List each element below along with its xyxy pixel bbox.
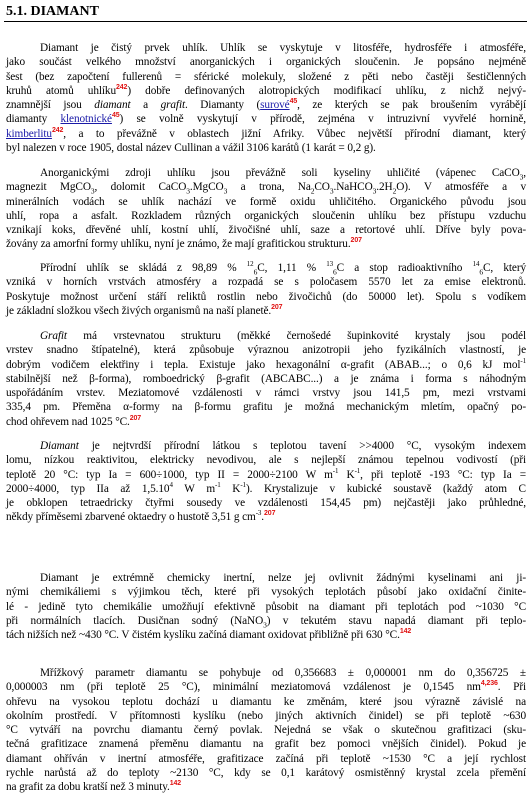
paragraph-isotopes <box>6 261 526 318</box>
text-line: magnezit MgCO$_3$, dolomit CaCO$_3$.MgCO$_3$ a trona, $Na_2CO_3.NaHCO_3.2H_2O$). V atmosféře a v <box>6 181 526 196</box>
text-line: lomu, nízkou reaktivitou, elektricky nevodivou, ale s nejlepší známou tepelnou vodivostí (při <box>6 454 526 467</box>
text-line: tečná grafitizace znamená přeměnu diamantu na grafit bez pomoci vnějších činidel). Pokud je <box>6 738 526 751</box>
citation-ref[interactable]: 207 <box>129 415 142 423</box>
citation-ref[interactable]: 45 <box>111 112 120 120</box>
paragraph-sources <box>6 166 526 252</box>
citation-ref[interactable]: 45 <box>289 98 298 106</box>
text-line: jako součást velkého množství anorganických i organických sloučenin. Je popsáno nejméně <box>6 56 526 69</box>
citation-ref[interactable]: 207 <box>350 237 362 245</box>
term-grafit: Grafit <box>40 330 67 342</box>
text-line: uhlí, ropa a asfalt. Rozkladem různých organických sloučenin uhlíku bez přístupu vzduchu <box>6 209 526 222</box>
text-line: Přírodní uhlík se skládá z 98,89 % $^{12}_6$C, 1,11 % $^{13}_6$C a stop radioaktivního $^{14}_6$C, který <box>40 260 527 277</box>
text-line: tách nižších než ~430 °C. V čistém kyslíku začíná diamant oxidovat přibližně při 630 °C.$^{142}$ <box>6 628 412 642</box>
text-line: je základní složkou všech živých organismů na naší planetě.$^{207}$ <box>6 304 283 317</box>
text-line: Anorganickými zdroji uhlíku jsou převážně soli kyseliny uhličité (vápenec CaCO$_3$, <box>40 167 526 182</box>
text-line: Grafit má vrstevnatou strukturu (měkké černošedé šupinkovité krystaly jsou podél <box>40 330 526 342</box>
text-line: teplotě 20 °C: typ Ia = 600÷1000, typ II = 2000÷2100 W $m^{-1}$ $K^{-1}$, při teplotě -193 °C: typ Ia = <box>6 466 526 481</box>
paragraph-lattice <box>6 666 526 795</box>
text-line: chod ohřevem nad 1025 °C.$^{207}$ <box>6 415 142 428</box>
paragraph-inertness <box>6 571 526 642</box>
text-line: Diamant je extrémně chemicky inertní, nelze jej ovlivnit žádnými kyselinami ani ji- <box>40 572 526 584</box>
text-line: vznikají koks, dřevěné uhlí, kostní uhlí, živočišné uhlí, saze a retortové uhlí. Dříve byly pova- <box>6 224 526 237</box>
term-diamant: Diamant <box>40 440 79 452</box>
text-line: uspořádáním vrstev. Meziatomové vzdálenosti v rámci vrstvy jsou 141,5 pm, mezi vrstvami <box>6 387 526 400</box>
citation-ref[interactable]: 207 <box>271 304 283 312</box>
text-line: při normálních tlacích. Dusičnan sodný (NaNO$_3$) v tekutém stavu napadá diamant při teplo- <box>6 614 526 630</box>
text-line: žovány za amorfní formy uhlíku, nyní je známo, že mají grafitickou strukturu.$^{207}$ <box>6 237 362 251</box>
term-grafit: grafit <box>160 99 185 112</box>
text-line: 0,000003 nm (při teplotě 25 °C), minimální meziatomová vzdálenost je 0,1545 nm$^{4,236}$. Při <box>6 680 526 694</box>
link-surove[interactable]: surové <box>260 99 290 112</box>
citation-ref[interactable]: 142 <box>399 628 412 636</box>
text-line: okolním prostředí. V přítomnosti kyslíku (nebo jiných aktivních činidel) se při teplotě ~630 <box>6 709 526 722</box>
paragraph-diamant-properties <box>6 439 526 525</box>
citation-ref[interactable]: 207 <box>264 510 276 518</box>
text-line: minerálních vodách se uhlík nachází ve formě oxidu uhličitého. Organického původu jsou <box>6 195 526 208</box>
text-line: vzniká v horních vrstvách atmosféry a rozpadá se s poločasem 5570 let za emise elektronů. <box>6 276 526 289</box>
citation-ref[interactable]: 242 <box>51 127 64 135</box>
text-line: 2000÷4000, typ IIa až 1,5.10$^4$ W $m^{-1}$ $K^{-1}$). Krystalizuje v kubické soustavě (každý atom C <box>6 481 526 495</box>
text-line: diamanty klenotnické$^{45}$) se volně vyskytují v přírodě, zejména v intruzivní vyvřelé hornině, <box>6 112 526 126</box>
text-line: Poskytuje možnost určení stáří reliktů rostlin nebo živočichů (do 50000 let). Spolu s vodíkem <box>6 290 526 303</box>
text-line: znamnější jsou diamant a grafit. Diamanty (surové$^{45}$, ze kterých se pak broušením vyrábějí <box>6 98 526 112</box>
link-klenotnicke[interactable]: klenotnické <box>60 113 112 126</box>
link-kimberlitu[interactable]: kimberlitu <box>6 127 52 140</box>
section-heading: 5.1. DIAMANT <box>6 4 99 19</box>
citation-ref[interactable]: 242 <box>116 84 128 92</box>
text-line: vrstev snadno štípatelné), která způsobuje výraznou anizotropii jeho fyzikálních vlastností, je <box>6 344 526 357</box>
paragraph-intro <box>6 41 526 155</box>
text-line: je obklopen tetraedricky čtyřmi sousedy ve vzdálenosti 154,45 pm) nejčastěji jako průhledné, <box>6 497 526 510</box>
text-line: nými chemikáliemi s výjimkou těch, které při vysokých teplotách působí jako oxidační činite- <box>6 586 526 599</box>
text-line: °C vytváří na povrchu diamantu černý povlak. Nejedná se však o skutečnou grafitizaci (sku- <box>6 724 526 737</box>
text-line: rychle narůstá až do teploty ~2130 °C, kdy se 0,1 karátový osmistěnný krystal zcela přemění <box>6 767 526 780</box>
text-line: byl nalezen v roce 1905, dostal název Cullinan a vážil 3106 karátů (1 karát = 0,2 g). <box>6 142 376 155</box>
text-line: stabilnější než β-forma), romboedrický β-grafit (ABCABC...) a je známa i forma s náhodným <box>6 372 526 385</box>
citation-ref[interactable]: 4,236 <box>480 680 498 688</box>
citation-ref[interactable]: 142 <box>169 780 182 788</box>
text-line: kruhů atomů uhlíku$^{242}$) dobře definovaných alotropických modifikací uhlíku, z nichž nejvý- <box>6 84 526 97</box>
text-line: někdy příměsemi zbarvené oktaedry o hustotě 3,51 g $cm^{-3}.^{207}$ <box>6 509 276 524</box>
text-line: Diamant je nejtvrdší přírodní látkou s teplotou tavení >>4000 °C, vysokým indexem <box>40 440 526 452</box>
text-line: kimberlitu$^{242}$, a to převážně v oblastech jižní Afriky. Vůbec největší přírodní diamant, který <box>6 127 526 140</box>
text-line: dobrým vodičem elektřiny i tepla. Existuje jako hexagonální α-grafit (ABAB...; o 0,6 kJ mol$^{-1}$ <box>6 356 526 371</box>
paragraph-grafit <box>6 329 526 429</box>
text-line: ohřevu na vysokou teplotu dochází u diamantu ke změnám, které jsou výrazně závislé na <box>6 695 526 708</box>
text-line: lé - jedině tyto chemikálie umožňují efektivně působit na diamant při teplotách pod ~1030 °C <box>6 600 526 613</box>
text-line: na grafit za dobu kratší než 3 minuty.$^{142}$ <box>6 780 182 794</box>
text-line: diamant ohříván v inertní atmosféře, grafitizace začíná při teplotě ~1530 °C a její rychlost <box>6 752 526 765</box>
heading-rule <box>4 21 527 22</box>
text-line: šest (bez započtení fullerenů = sférické molekuly, složené z pěti nebo častěji šestičlenných <box>6 70 526 83</box>
text-line: Diamant je čistý prvek uhlík. Uhlík se vyskytuje v litosféře, hydrosféře i atmosféře, <box>40 42 526 54</box>
term-diamant: diamant <box>94 99 131 112</box>
text-line: 335,4 pm. Přeměna α-formy na β-formu grafitu je možná mechanickým mletím, opačný po- <box>6 401 526 414</box>
text-line: Mřížkový parametr diamantu se pohybuje od 0,356683 ± 0,000001 nm do 0,356725 ± <box>40 667 526 679</box>
